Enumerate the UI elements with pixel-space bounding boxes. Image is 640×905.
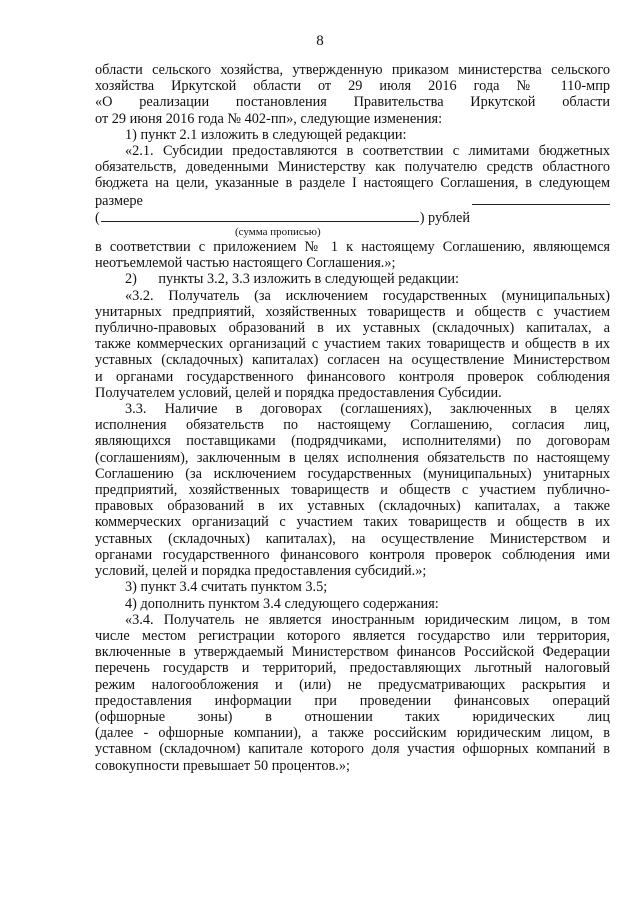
text-line: «О реализации постановления Правительства Иркутской области (95, 94, 610, 111)
text-line: размере (95, 192, 143, 209)
text-line: от 29 июня 2016 года № 402-пп», следующие изменения: (95, 110, 443, 127)
amount-figure-field[interactable] (472, 192, 610, 205)
text-line: и органами государственного финансового контроля проверок соблюдения (95, 368, 610, 385)
text-line: бюджета на цели, указанные в разделе I настоящего Соглашения, в следующем (95, 175, 610, 192)
text-line: 3.3. Наличие в договорах (соглашениях), заключенных в целях (125, 401, 610, 418)
text-line: органами государственного финансового контроля проверок соблюдения ими (95, 546, 610, 563)
list-item: 4) дополнить пунктом 3.4 следующего содержания: (125, 595, 439, 612)
text-line: Соглашению (за исключением государственных (муниципальных) унитарных (95, 465, 610, 482)
text-line: в соответствии с приложением № 1 к настоящему Соглашению, являющемся (95, 239, 610, 256)
text-line: коммерческих организаций с участием таких товариществ и обществ в их (95, 514, 610, 531)
list-item: 3) пункт 3.4 считать пунктом 3.5; (125, 579, 328, 596)
text-line: условий, целей и порядка предоставления субсидий.»; (95, 563, 427, 580)
open-paren: ( (95, 209, 100, 226)
page-number: 8 (316, 33, 324, 49)
text-line: неотъемлемой частью настоящего Соглашения.»; (95, 255, 396, 272)
text-line: обязательств, доведенными Министерству как получателю средств областного (95, 159, 610, 176)
text-line: совокупности превышает 50 процентов.»; (95, 757, 350, 774)
text-line: Получателем условий, целей и порядка предоставления Субсидии. (95, 384, 502, 401)
amount-words-field[interactable] (101, 209, 419, 222)
text-line: публично-правовых образований в их уставных (складочных) капиталах, а (95, 320, 610, 337)
text-line: режим налогообложения и (или) не предусматривающих раскрытия и (95, 676, 610, 693)
list-item: 1) пункт 2.1 изложить в следующей редакции: (125, 126, 407, 143)
text-line: являющихся поставщиками (подрядчиками, исполнителями) по договорам (95, 433, 610, 450)
amount-line (95, 192, 610, 209)
text-line: также коммерческих организаций с участием таких товариществ и обществ в их (95, 336, 610, 353)
text-line: «2.1. Субсидии предоставляются в соответствии с лимитами бюджетных (125, 143, 610, 160)
text-line: числе местом регистрации которого является государство или территория, (95, 627, 610, 644)
document-body (95, 62, 610, 774)
text-line: уставных (складочных) капиталах), на осуществление Министерством и (95, 530, 610, 547)
text-line: предприятий, хозяйственных товариществ и обществ с участием публично- (95, 482, 610, 499)
text-line: «3.4. Получатель не является иностранным юридическим лицом, в том (125, 611, 610, 628)
text-line: правовых образований в их уставных (складочных) капиталах, а также (95, 498, 610, 515)
list-item: 2) пункты 3.2, 3.3 изложить в следующей редакции: (125, 271, 459, 288)
text-line: области сельского хозяйства, утвержденную приказом министерства сельского (95, 62, 610, 78)
text-line: хозяйства Иркутской области от 29 июля 2016 года № 110-мпр (95, 78, 610, 95)
text-line: (далее - офшорные компании), а также российским юридическим лицом, в (95, 725, 610, 742)
text-line: предоставления информации при проведении финансовых операций (95, 692, 610, 709)
rubles-label: ) рублей (419, 209, 470, 226)
text-line: (офшорные зоны) в отношении таких юридических лиц (95, 708, 610, 725)
text-line: унитарных предприятий, хозяйственных товариществ и обществ с участием (95, 303, 610, 320)
text-line: включенные в утверждаемый Министерством финансов Российской Федерации (95, 644, 610, 661)
text-line: (соглашениям), заключенным в целях исполнения обязательств по настоящему (95, 449, 610, 466)
text-line: исполнения обязательств по настоящему Соглашению, согласия лиц, (95, 417, 610, 434)
text-line: перечень государств и территорий, предоставляющих льготный налоговый (95, 660, 610, 677)
field-caption: (сумма прописью) (235, 226, 321, 239)
amount-words-line (95, 209, 610, 226)
text-line: уставных (складочных) капиталах) согласен на осуществление Министерством (95, 352, 610, 369)
text-line: уставном (складочном) капитале которого доля участия офшорных компаний в (95, 741, 610, 758)
text-line: «3.2. Получатель (за исключением государственных (муниципальных) (125, 287, 610, 304)
